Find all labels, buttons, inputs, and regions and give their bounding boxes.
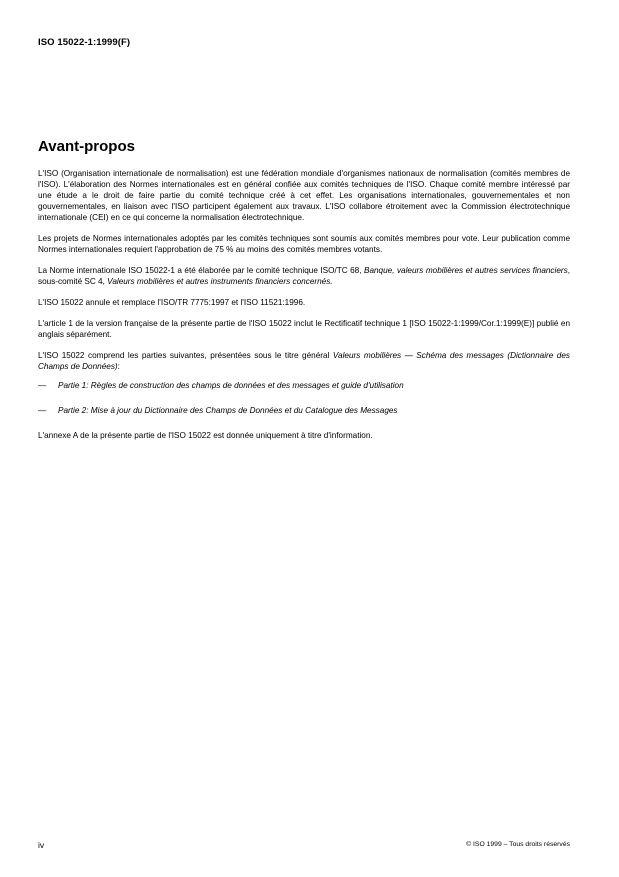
paragraph-voting: Les projets de Normes internationales adoptés par les comités techniques sont soumis aux comités membres pour vote. Leur publication comme Normes internationales requiert l'approbation de 75 % au moins des comités membres votants. (38, 234, 570, 254)
committee-text: La Norme internationale ISO 15022-1 a été élaborée par le comité technique ISO/TC 68, (38, 266, 364, 275)
list-item (38, 380, 570, 391)
paragraph-annex: L'annexe A de la présente partie de l'ISO 15022 est donnée uniquement à titre d'information. (38, 431, 373, 440)
part-label: Partie 2: Mise à jour du Dictionnaire des Champs de Données et du Catalogue des Messages (58, 406, 398, 415)
dash-bullet: — (38, 406, 47, 415)
subcommittee-text: , sous-comité SC 4, (38, 266, 570, 286)
paragraph-replaces: L'ISO 15022 annule et remplace l'ISO/TR 7775:1997 et l'ISO 11521:1996. (38, 298, 306, 307)
paragraph-rectificatif: L'article 1 de la version française de la présente partie de l'ISO 15022 inclut le Rectificatif technique 1 [ISO 15022-1:1999/Cor.1:1999(E)] publié en anglais séparément. (38, 319, 570, 339)
copyright-notice: © ISO 1999 – Tous droits réservés (466, 841, 570, 848)
document-reference: ISO 15022-1:1999(F) (38, 37, 131, 48)
dash-bullet: — (38, 381, 47, 390)
page-number: iv (38, 840, 45, 850)
list-item (38, 405, 570, 416)
paragraph-iso-intro: L'ISO (Organisation internationale de normalisation) est une fédération mondiale d'organismes nationaux de normalisation (comités membres de l'ISO). L'élaboration des Normes internationales est en général confiée aux comités techniques de l'ISO. Chaque comité membre intéressé par une étude a le droit de faire partie du comité technique créé à cet effet. Les organisations internationales, gouvernementales et non gouvernementales, en liaison avec l'ISO participent également aux travaux. L'ISO collabore étroitement avec la Commission électrotechnique internationale (CEI) en ce qui concerne la normalisation électrotechnique. (38, 169, 570, 222)
committee-name: Banque, valeurs mobilières et autres services financiers (363, 266, 568, 275)
section-title: Avant-propos (38, 138, 135, 155)
paragraph-committee (38, 265, 570, 287)
parts-intro-text: L'ISO 15022 comprend les parties suivantes, présentées sous le titre général (38, 351, 333, 360)
part-label: Partie 1: Règles de construction des champs de données et des messages et guide d'utilisation (58, 381, 404, 390)
subcommittee-name: Valeurs mobilières et autres instruments financiers concernés. (107, 277, 333, 286)
general-title: Valeurs mobilières — Schéma des messages (Dictionnaire des Champs de Données) (38, 351, 570, 371)
parts-intro-colon: : (117, 362, 120, 371)
foreword-section (38, 138, 570, 451)
paragraph-parts-intro (38, 350, 570, 372)
